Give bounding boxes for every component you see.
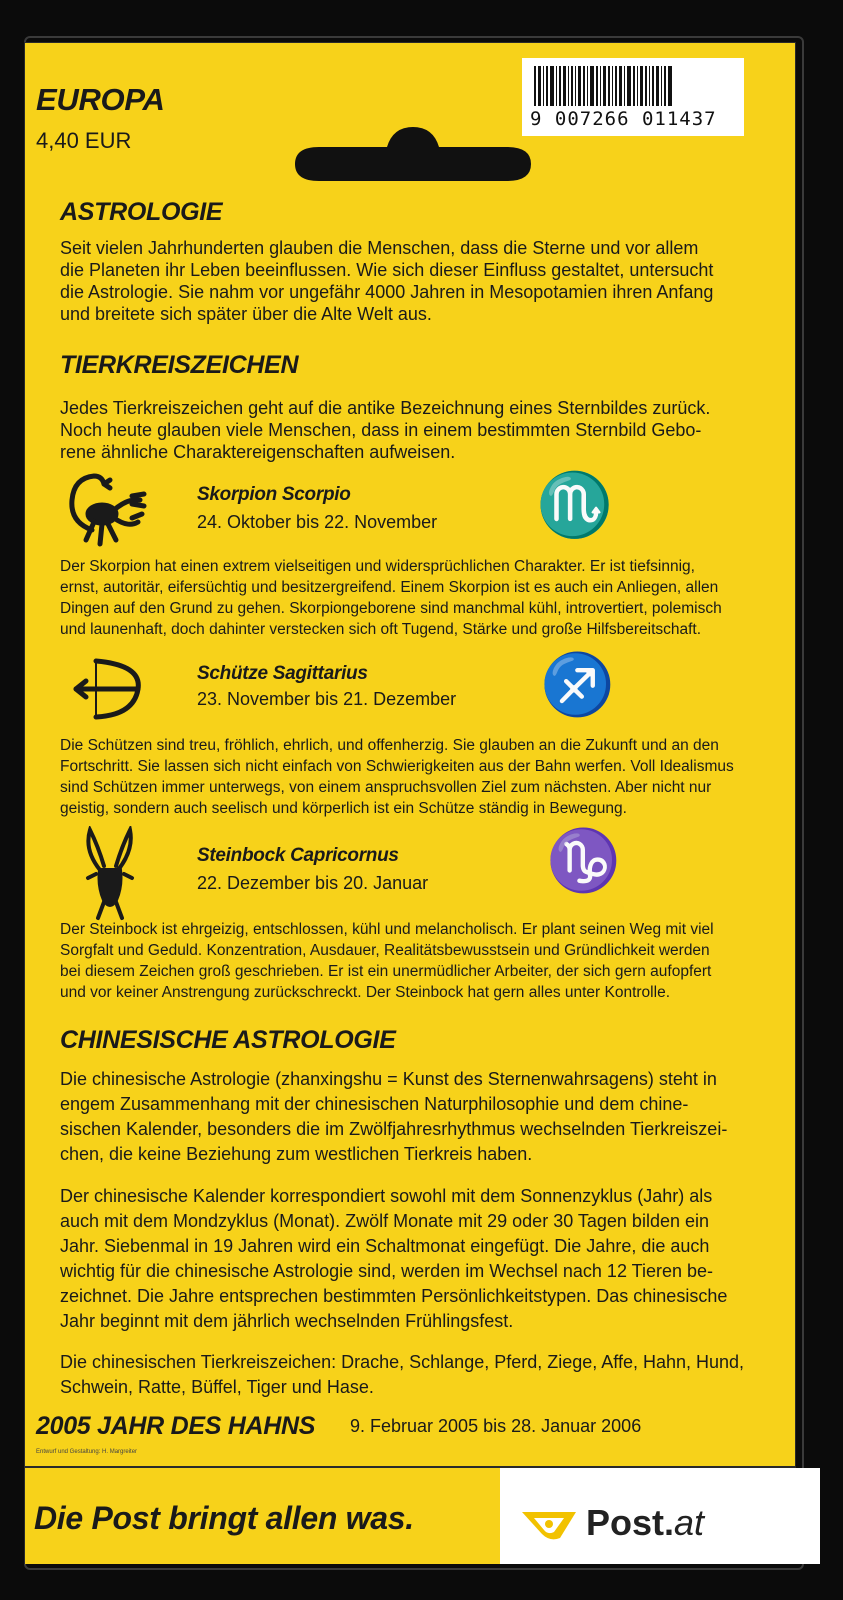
scorpion-icon (62, 470, 154, 550)
design-credit: Entwurf und Gestaltung: H. Margreiter (36, 1449, 138, 1455)
sign-dates-sagittarius: 23. November bis 21. Dezember (197, 689, 457, 709)
sagittarius-symbol-icon: ♐ (540, 650, 615, 720)
section-title-chinesische-astrologie: CHINESISCHE ASTROLOGIE (60, 1026, 396, 1054)
sign-dates-scorpio: 24. Oktober bis 22. November (197, 512, 438, 532)
ibex-icon (78, 826, 142, 922)
year-dates: 9. Februar 2005 bis 28. Januar 2006 (350, 1416, 642, 1436)
barcode-bars (534, 66, 732, 106)
sign-name-sagittarius: Schütze Sagittarius (197, 663, 368, 684)
post-at-logo (520, 1502, 770, 1548)
year-title: 2005 JAHR DES HAHNS (36, 1412, 316, 1440)
barcode-number: 9 007266 011437 (530, 108, 717, 130)
capricorn-symbol-icon: ♑ (546, 826, 621, 896)
barcode (522, 58, 744, 136)
astrologie-text: Seit vielen Jahrhunderten glauben die Menschen, dass die Sterne und vor allem die Planeten ihr Leben beeinflussen. Wie sich dieser Einfluss gestaltet, untersucht die Astrologie. Sie nahm vor ungefähr 4000 Jahren in Mesopotamien ihren Anfang und breitete sich später über die Alte Welt aus. (60, 238, 714, 324)
scorpio-symbol-icon: ♏ (536, 468, 614, 541)
hang-hole (295, 127, 531, 181)
chinesisch-paragraph-1: Die chinesische Astrologie (zhanxingshu = Kunst des Sternenwahrsagens) steht in engem Zusammenhang mit der chinesischen Naturphilosophie und dem chine- sischen Kalender, besonders die im Zwölfjahresrhythmus wechselnden Tierkreiszei- chen, die keine Beziehung zum westlichen Tierkreis haben. (60, 1069, 728, 1164)
chinesisch-paragraph-3: Die chinesischen Tierkreiszeichen: Drache, Schlange, Pferd, Ziege, Affe, Hahn, Hund, Schwein, Ratte, Büffel, Tiger und Hase. (60, 1352, 745, 1397)
post-brand-main: Post. (586, 1502, 675, 1543)
bow-arrow-icon (72, 655, 146, 723)
booklet-title: EUROPA (36, 82, 165, 117)
sign-name-capricornus: Steinbock Capricornus (197, 845, 399, 866)
sagittarius-description: Die Schützen sind treu, fröhlich, ehrlich, und offenherzig. Sie glauben an die Zukunft und an den Fortschritt. Sie lassen sich nicht einfach von Schwierigkeiten aus der Bahn werfen. Voll Idealismus sind Schützen immer unterwegs, von einem anspruchsvollen Ziel zum nächsten. Aber nicht nur geistig, sondern auch seelisch und körperlich ist ein Schütze ständig in Bewegung. (60, 737, 734, 817)
sign-name-scorpio: Skorpion Scorpio (197, 484, 351, 505)
booklet-price: 4,40 EUR (36, 128, 132, 153)
post-horn-icon (520, 1508, 578, 1542)
chinesisch-paragraph-2: Der chinesische Kalender korrespondiert sowohl mit dem Sonnenzyklus (Jahr) als auch mit dem Mondzyklus (Monat). Zwölf Monate mit 29 oder 30 Tagen bilden ein Jahr. Siebenmal in 19 Jahren wird ein Schaltmonat eingefügt. Die Jahre, die auch wichtig für die chinesische Astrologie sind, werden im Wechsel nach 12 Tieren be- zeichnet. Die Jahre entsprechen bestimmten Persönlichkeitstypen. Das chinesische Jahr beginnt mit dem jährlich wechselnden Frühlingsfest. (60, 1186, 728, 1331)
tierkreis-text: Jedes Tierkreiszeichen geht auf die antike Bezeichnung eines Sternbildes zurück. Noch heute glauben viele Menschen, dass in einem bestimmten Sternbild Gebo- rene ähnliche Charaktereigenschaften aufweisen. (60, 398, 711, 462)
post-slogan: Die Post bringt allen was. (34, 1500, 414, 1536)
scorpio-description: Der Skorpion hat einen extrem vielseitigen und widersprüchlichen Charakter. Er ist tiefsinnig, ernst, autoritär, eifersüchtig und besitzergreifend. Einem Skorpion ist es auch ein Anliegen, allen Dingen auf den Grund zu gehen. Skorpiongeborene sind manchmal kühl, introvertiert, polemisch und launenhaft, doch dahinter verstecken sich oft Tugend, Stärke und große Hilfsbereitschaft. (60, 558, 722, 638)
section-title-astrologie: ASTROLOGIE (60, 198, 223, 226)
section-title-tierkreiszeichen: TIERKREISZEICHEN (60, 351, 299, 379)
sign-dates-capricornus: 22. Dezember bis 20. Januar (197, 873, 429, 893)
post-brand-suffix: at (674, 1502, 705, 1543)
capricorn-description: Der Steinbock ist ehrgeizig, entschlossen, kühl und melancholisch. Er plant seinen Weg mit viel Sorgfalt und Geduld. Konzentration, Ausdauer, Realitätsbewusstsein und Gründlichkeit werden bei diesem Zeichen groß geschrieben. Er ist ein unermüdlicher Arbeiter, der sich gern aufopfert und vor keiner Anstrengung zurückschreckt. Der Steinbock hat gern alles unter Kontrolle. (60, 921, 714, 1001)
